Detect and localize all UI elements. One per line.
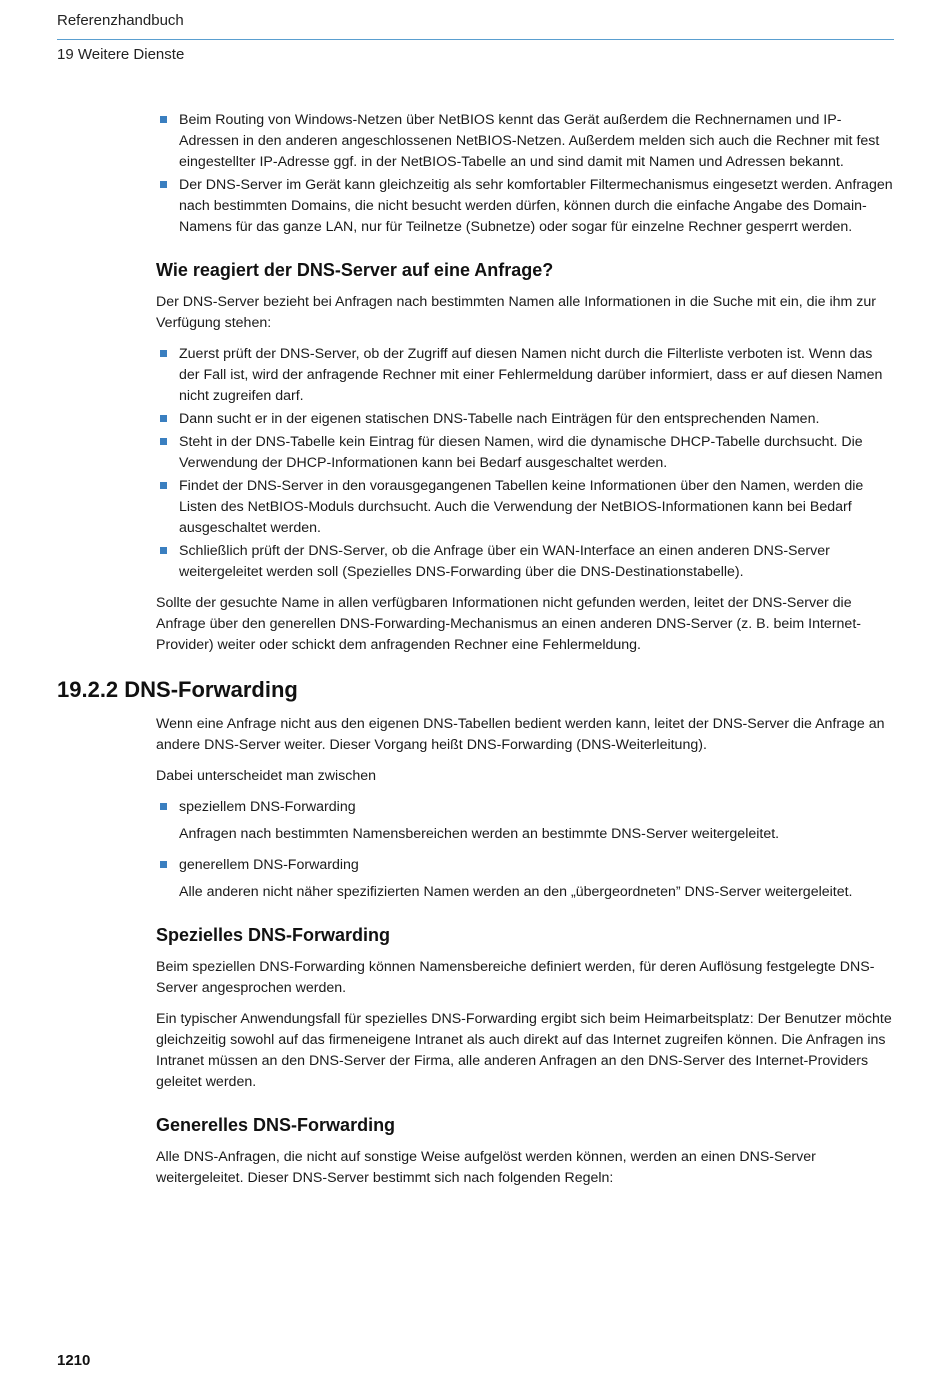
square-bullet-icon — [160, 482, 167, 489]
square-bullet-icon — [160, 547, 167, 554]
square-bullet-icon — [160, 116, 167, 123]
section-heading-dns-request: Wie reagiert der DNS-Server auf eine Anfrage? — [156, 260, 554, 280]
intro-bullet-list — [156, 110, 896, 238]
list-item-description: Anfragen nach bestimmten Namensbereichen werden an bestimmte DNS-Server weitergeleitet. — [179, 826, 780, 842]
square-bullet-icon — [160, 438, 167, 445]
main-content — [57, 110, 896, 1199]
paragraph: Dabei unterscheidet man zwischen — [156, 768, 377, 784]
page-header — [57, 10, 894, 66]
forwarding-types-list — [156, 855, 896, 876]
document-title: Referenzhandbuch — [57, 12, 184, 29]
paragraph: Der DNS-Server bezieht bei Anfragen nach bestimmten Namen alle Informationen in die Suche mit ein, die ihm zur Verfügung stehen: — [156, 294, 876, 331]
list-item: Steht in der DNS-Tabelle kein Eintrag für diesen Namen, wird die dynamische DHCP-Tabelle durchsucht. Die Verwendung der DHCP-Informationen kann bei Bedarf ausgeschaltet werden. — [156, 432, 896, 474]
list-item: Findet der DNS-Server in den vorausgegangenen Tabellen keine Informationen über den Namen, werden die Listen des NetBIOS-Moduls durchsucht. Auch die Verwendung der NetBIOS-Informationen kann bei Bedarf ausgeschaltet werden. — [156, 476, 896, 539]
paragraph: Beim speziellen DNS-Forwarding können Namensbereiche definiert werden, für deren Auflösung festgelegte DNS-Server angesprochen werden. — [156, 959, 875, 996]
square-bullet-icon — [160, 181, 167, 188]
square-bullet-icon — [160, 803, 167, 810]
forwarding-types-list — [156, 797, 896, 818]
list-item: Zuerst prüft der DNS-Server, ob der Zugriff auf diesen Namen nicht durch die Filterliste verboten ist. Wenn das der Fall ist, wird der anfragende Rechner mit einer Fehlermeldung darüber informiert, dass er auf diesen Namen nicht zugreifen darf. — [156, 344, 896, 407]
list-item: speziellem DNS-Forwarding — [156, 797, 896, 818]
square-bullet-icon — [160, 861, 167, 868]
list-item: Der DNS-Server im Gerät kann gleichzeitig als sehr komfortabler Filtermechanismus eingesetzt werden. Anfragen nach bestimmten Domains, die nicht besucht werden dürfen, können durch die einfache Angabe des Domain-Namens für das ganze LAN, nur für Teilnetze (Subnetze) oder sogar für einzelne Rechner gesperrt werden. — [156, 175, 896, 238]
square-bullet-icon — [160, 350, 167, 357]
paragraph: Ein typischer Anwendungsfall für spezielles DNS-Forwarding ergibt sich beim Heimarbeitsplatz: Der Benutzer möchte gleichzeitig sowohl auf das firmeneigene Intranet als auch direkt auf das Internet zugreifen können. Die Anfragen ins Intranet müssen an den DNS-Server der Firma, alle anderen Anfragen an den DNS-Server des Internet-Providers geleitet werden. — [156, 1011, 892, 1090]
paragraph: Sollte der gesuchte Name in allen verfügbaren Informationen nicht gefunden werden, leitet der DNS-Server die Anfrage über den generellen DNS-Forwarding-Mechanismus an einen anderen DNS-Server (z. B. beim Internet-Provider) weiter oder schickt dem anfragenden Rechner eine Fehlermeldung. — [156, 595, 861, 653]
header-divider — [57, 39, 894, 40]
list-item-description: Alle anderen nicht näher spezifizierten Namen werden an den „übergeordneten” DNS-Server weitergeleitet. — [179, 884, 853, 900]
list-item: Beim Routing von Windows-Netzen über NetBIOS kennt das Gerät außerdem die Rechnernamen und IP-Adressen in den anderen angeschlossenen NetBIOS-Netzen. Außerdem melden sich auch die Rechner mit fest eingestellter IP-Adresse ggf. in der NetBIOS-Tabelle an und sind damit mit Namen und Adressen bekannt. — [156, 110, 896, 173]
list-item: generellem DNS-Forwarding — [156, 855, 896, 876]
section-heading-special-forwarding: Spezielles DNS-Forwarding — [156, 925, 391, 945]
section-heading-general-forwarding: Generelles DNS-Forwarding — [156, 1115, 396, 1135]
page-number: 1210 — [57, 1352, 91, 1369]
list-item: Schließlich prüft der DNS-Server, ob die Anfrage über ein WAN-Interface an einen anderen DNS-Server weitergeleitet werden soll (Spezielles DNS-Forwarding über die DNS-Destinationstabelle). — [156, 541, 896, 583]
list-item: Dann sucht er in der eigenen statischen DNS-Tabelle nach Einträgen für den entsprechenden Namen. — [156, 409, 896, 430]
section-heading-dns-forwarding: 19.2.2 DNS-Forwarding — [57, 677, 298, 702]
paragraph: Alle DNS-Anfragen, die nicht auf sonstige Weise aufgelöst werden können, werden an einen DNS-Server weitergeleitet. Dieser DNS-Server bestimmt sich nach folgenden Regeln: — [156, 1149, 816, 1186]
paragraph: Wenn eine Anfrage nicht aus den eigenen DNS-Tabellen bedient werden kann, leitet der DNS-Server die Anfrage an andere DNS-Server weiter. Dieser Vorgang heißt DNS-Forwarding (DNS-Weiterleitung). — [156, 716, 885, 753]
dns-steps-list — [156, 344, 896, 583]
square-bullet-icon — [160, 415, 167, 422]
chapter-title: 19 Weitere Dienste — [57, 46, 185, 63]
